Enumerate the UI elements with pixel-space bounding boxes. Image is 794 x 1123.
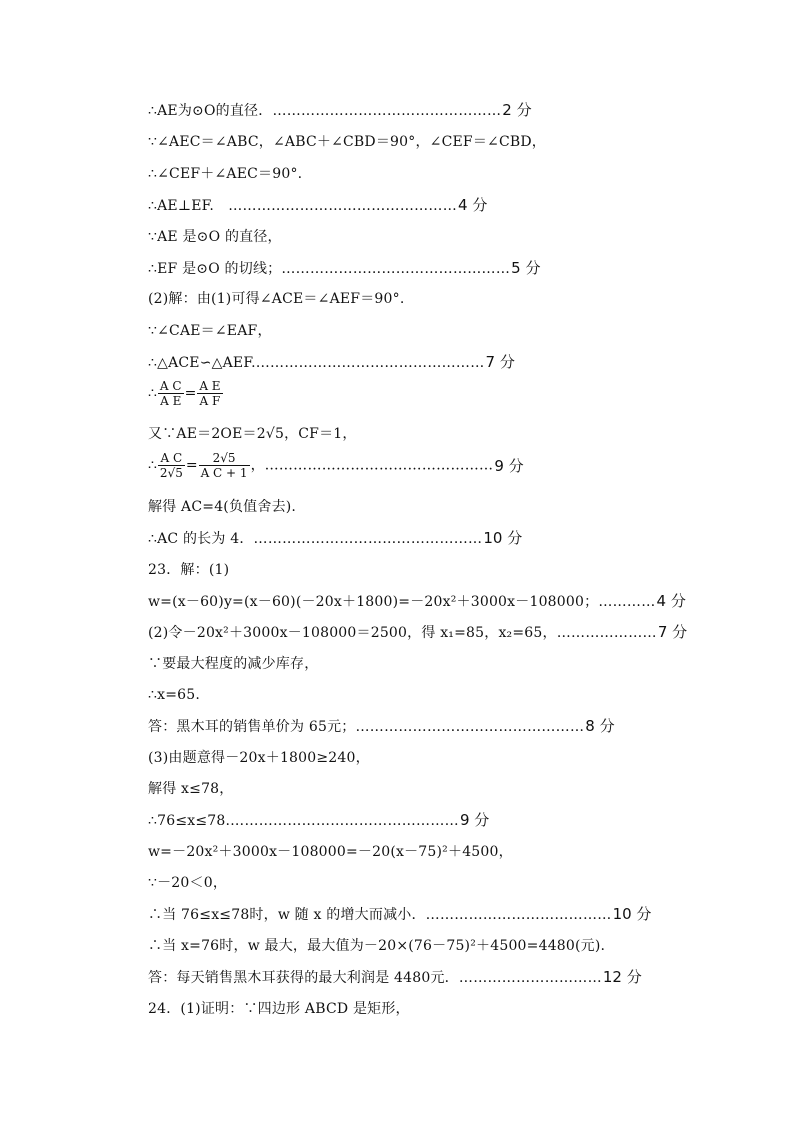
line-4: ∴AE⊥EF. …………………………………………4 分 — [148, 196, 488, 214]
score-label: 12 分 — [602, 968, 642, 986]
line-25: ∵－20＜0， — [148, 875, 228, 891]
line-18: ∵要最大程度的减少库存， — [148, 656, 319, 672]
line-16: w=(x－60)y=(x－60)(－20x＋1800)=－20x²＋3000x－108000；…………4 分 — [148, 592, 686, 610]
line-1: ∴AE为⊙O的直径．…………………………………………2 分 — [148, 101, 532, 119]
line-20: 答：黑木耳的销售单价为 65元；…………………………………………8 分 — [148, 717, 615, 735]
fraction: $\frac{\text{A C}}{\text{A E}}$ — [159, 379, 182, 408]
line-26: ∴当 76≤x≤78时，w 随 x 的增大而减小．…………………………………10 分 — [148, 905, 652, 923]
line-13: 解得 AC=4(负值舍去). — [148, 499, 297, 515]
score-label: 4 分 — [458, 196, 488, 214]
fraction: $\frac{\text{A E}}{\text{A F}}$ — [199, 379, 221, 408]
score-label: 10 分 — [483, 529, 523, 547]
score-label: 4 分 — [656, 592, 686, 610]
line-22: 解得 x≤78， — [148, 781, 234, 797]
line-10-fraction: ∴ $\frac{\text{A C}}{\text{A E}}$ = $\frac{\text{A E}}{\text{A F}}$ — [148, 379, 221, 408]
line-27: ∴当 x=76时，w 最大，最大值为－20×(76－75)²＋4500=4480(元). — [148, 938, 606, 954]
line-6: ∴EF 是⊙O 的切线；…………………………………………5 分 — [148, 259, 541, 277]
score-label: 2 分 — [502, 101, 532, 119]
line-8: ∵∠CAE＝∠EAF， — [148, 323, 272, 339]
line-17: (2)令－20x²＋3000x－108000＝2500，得 x₁=85，x₂=65，…………………7 分 — [148, 623, 688, 641]
score-label: 9 分 — [459, 811, 490, 829]
score-label: 7 分 — [657, 623, 688, 641]
line-19: ∴x=65. — [148, 687, 200, 703]
line-23: ∴76≤x≤78.…………………………………………9 分 — [148, 811, 490, 829]
line-24: w=－20x²＋3000x－108000=－20(x－75)²＋4500， — [148, 844, 513, 860]
score-label: 7 分 — [485, 353, 515, 371]
line-29: 24．(1)证明：∵四边形 ABCD 是矩形， — [148, 1001, 410, 1017]
line-5: ∵AE 是⊙O 的直径， — [148, 229, 282, 245]
score-label: 9 分 — [494, 456, 524, 475]
line-11: 又∵AE＝2OE＝2√5，CF＝1， — [148, 426, 357, 442]
score-label: 8 分 — [585, 717, 615, 735]
line-7: (2)解：由(1)可得∠ACE＝∠AEF＝90°. — [148, 291, 405, 307]
score-label: 5 分 — [511, 259, 541, 277]
line-12-fraction: ∴ $\frac{\text{A C}}{2√5}$ = $\frac{2√5}{\text{A C + 1}}$ ，…………………………………………9 分 — [148, 451, 524, 480]
line-2: ∵∠AEC＝∠ABC，∠ABC＋∠CBD＝90°，∠CEF＝∠CBD， — [148, 134, 546, 150]
fraction: $\frac{2√5}{\text{A C + 1}}$ — [200, 451, 248, 480]
line-3: ∴∠CEF＋∠AEC＝90°. — [148, 166, 303, 182]
fraction: $\frac{\text{A C}}{2√5}$ — [159, 451, 183, 480]
line-28: 答：每天销售黑木耳获得的最大利润是 4480元．…………………………12 分 — [148, 968, 642, 986]
score-label: 10 分 — [612, 905, 652, 923]
line-9: ∴△ACE∽△AEF.…………………………………………7 分 — [148, 353, 515, 371]
line-15: 23．解：(1) — [148, 562, 230, 578]
line-21: (3)由题意得－20x＋1800≥240， — [148, 750, 370, 766]
line-14: ∴AC 的长为 4．…………………………………………10 分 — [148, 529, 523, 547]
